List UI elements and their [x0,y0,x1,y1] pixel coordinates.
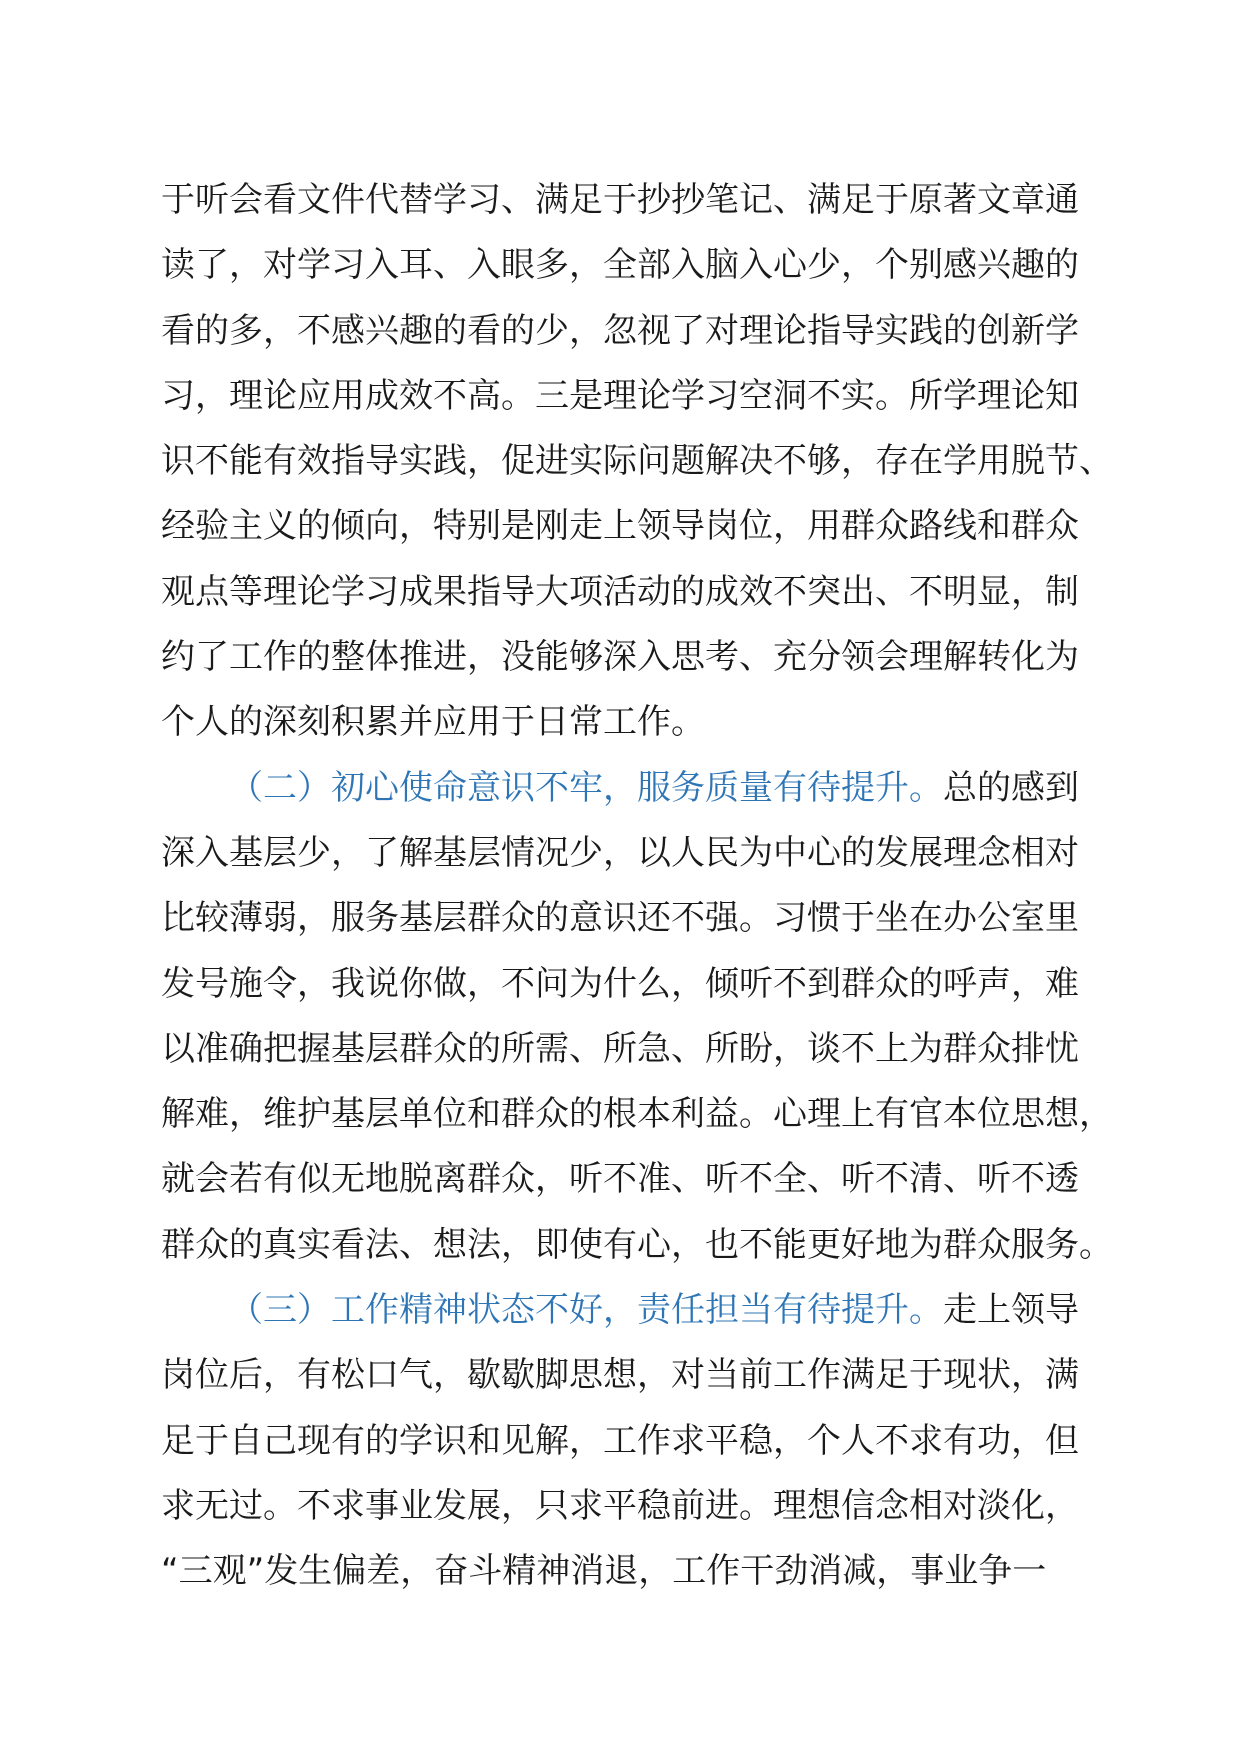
paragraph-line: 发号施令，我说你做，不问为什么，倾听不到群众的呼声，难 [161,963,1079,1004]
paragraph-line: 深入基层少，了解基层情况少，以人民为中心的发展理念相对 [161,832,1079,873]
paragraph-line: 解难，维护基层单位和群众的根本利益。心理上有官本位思想， [161,1094,1113,1135]
paragraph-line: 经验主义的倾向，特别是刚走上领导岗位，用群众路线和群众 [161,506,1079,547]
section-2-text: 总的感到 [943,767,1079,808]
section-3-text: 走上领导 [943,1290,1079,1331]
section-3-first-line [161,1278,1121,1343]
paragraph-line: 识不能有效指导实践，促进实际问题解决不够，存在学用脱节、 [161,441,1113,482]
paragraph-line: 岗位后，有松口气，歇歇脚思想，对当前工作满足于现状，满 [161,1355,1079,1396]
paragraph-line: 群众的真实看法、想法，即使有心，也不能更好地为群众服务。 [161,1224,1113,1265]
body-text [161,168,1121,1605]
paragraph-line: 习，理论应用成效不高。三是理论学习空洞不实。所学理论知 [161,375,1079,416]
paragraph-line: 求无过。不求事业发展，只求平稳前进。理想信念相对淡化， [161,1485,1079,1526]
paragraph-line: 就会若有似无地脱离群众，听不准、听不全、听不清、听不透 [161,1159,1079,1200]
paragraph-line: 于听会看文件代替学习、满足于抄抄笔记、满足于原著文章通 [161,180,1079,220]
paragraph-line: 读了，对学习入耳、入眼多，全部入脑入心少，个别感兴趣的 [161,245,1079,286]
paragraph-line: 足于自己现有的学识和见解，工作求平稳，个人不求有功，但 [161,1420,1079,1461]
section-3-heading: （三）工作精神状态不好，责任担当有待提升。 [229,1290,943,1331]
paragraph-line: 个人的深刻积累并应用于日常工作。 [161,702,705,743]
paragraph-line: 比较薄弱，服务基层群众的意识还不强。习惯于坐在办公室里 [161,898,1079,939]
paragraph-line: 看的多，不感兴趣的看的少，忽视了对理论指导实践的创新学 [161,310,1079,351]
section-2-first-line [161,756,1121,821]
paragraph-line: “三观”发生偏差，奋斗精神消退，工作干劲消减，事业争一 [161,1551,1047,1592]
paragraph-line: 观点等理论学习成果指导大项活动的成效不突出、不明显，制 [161,571,1079,612]
section-2-heading: （二）初心使命意识不牢，服务质量有待提升。 [229,767,943,808]
paragraph-line: 以准确把握基层群众的所需、所急、所盼，谈不上为群众排忧 [161,1028,1079,1069]
paragraph-line: 约了工作的整体推进，没能够深入思考、充分领会理解转化为 [161,637,1079,678]
